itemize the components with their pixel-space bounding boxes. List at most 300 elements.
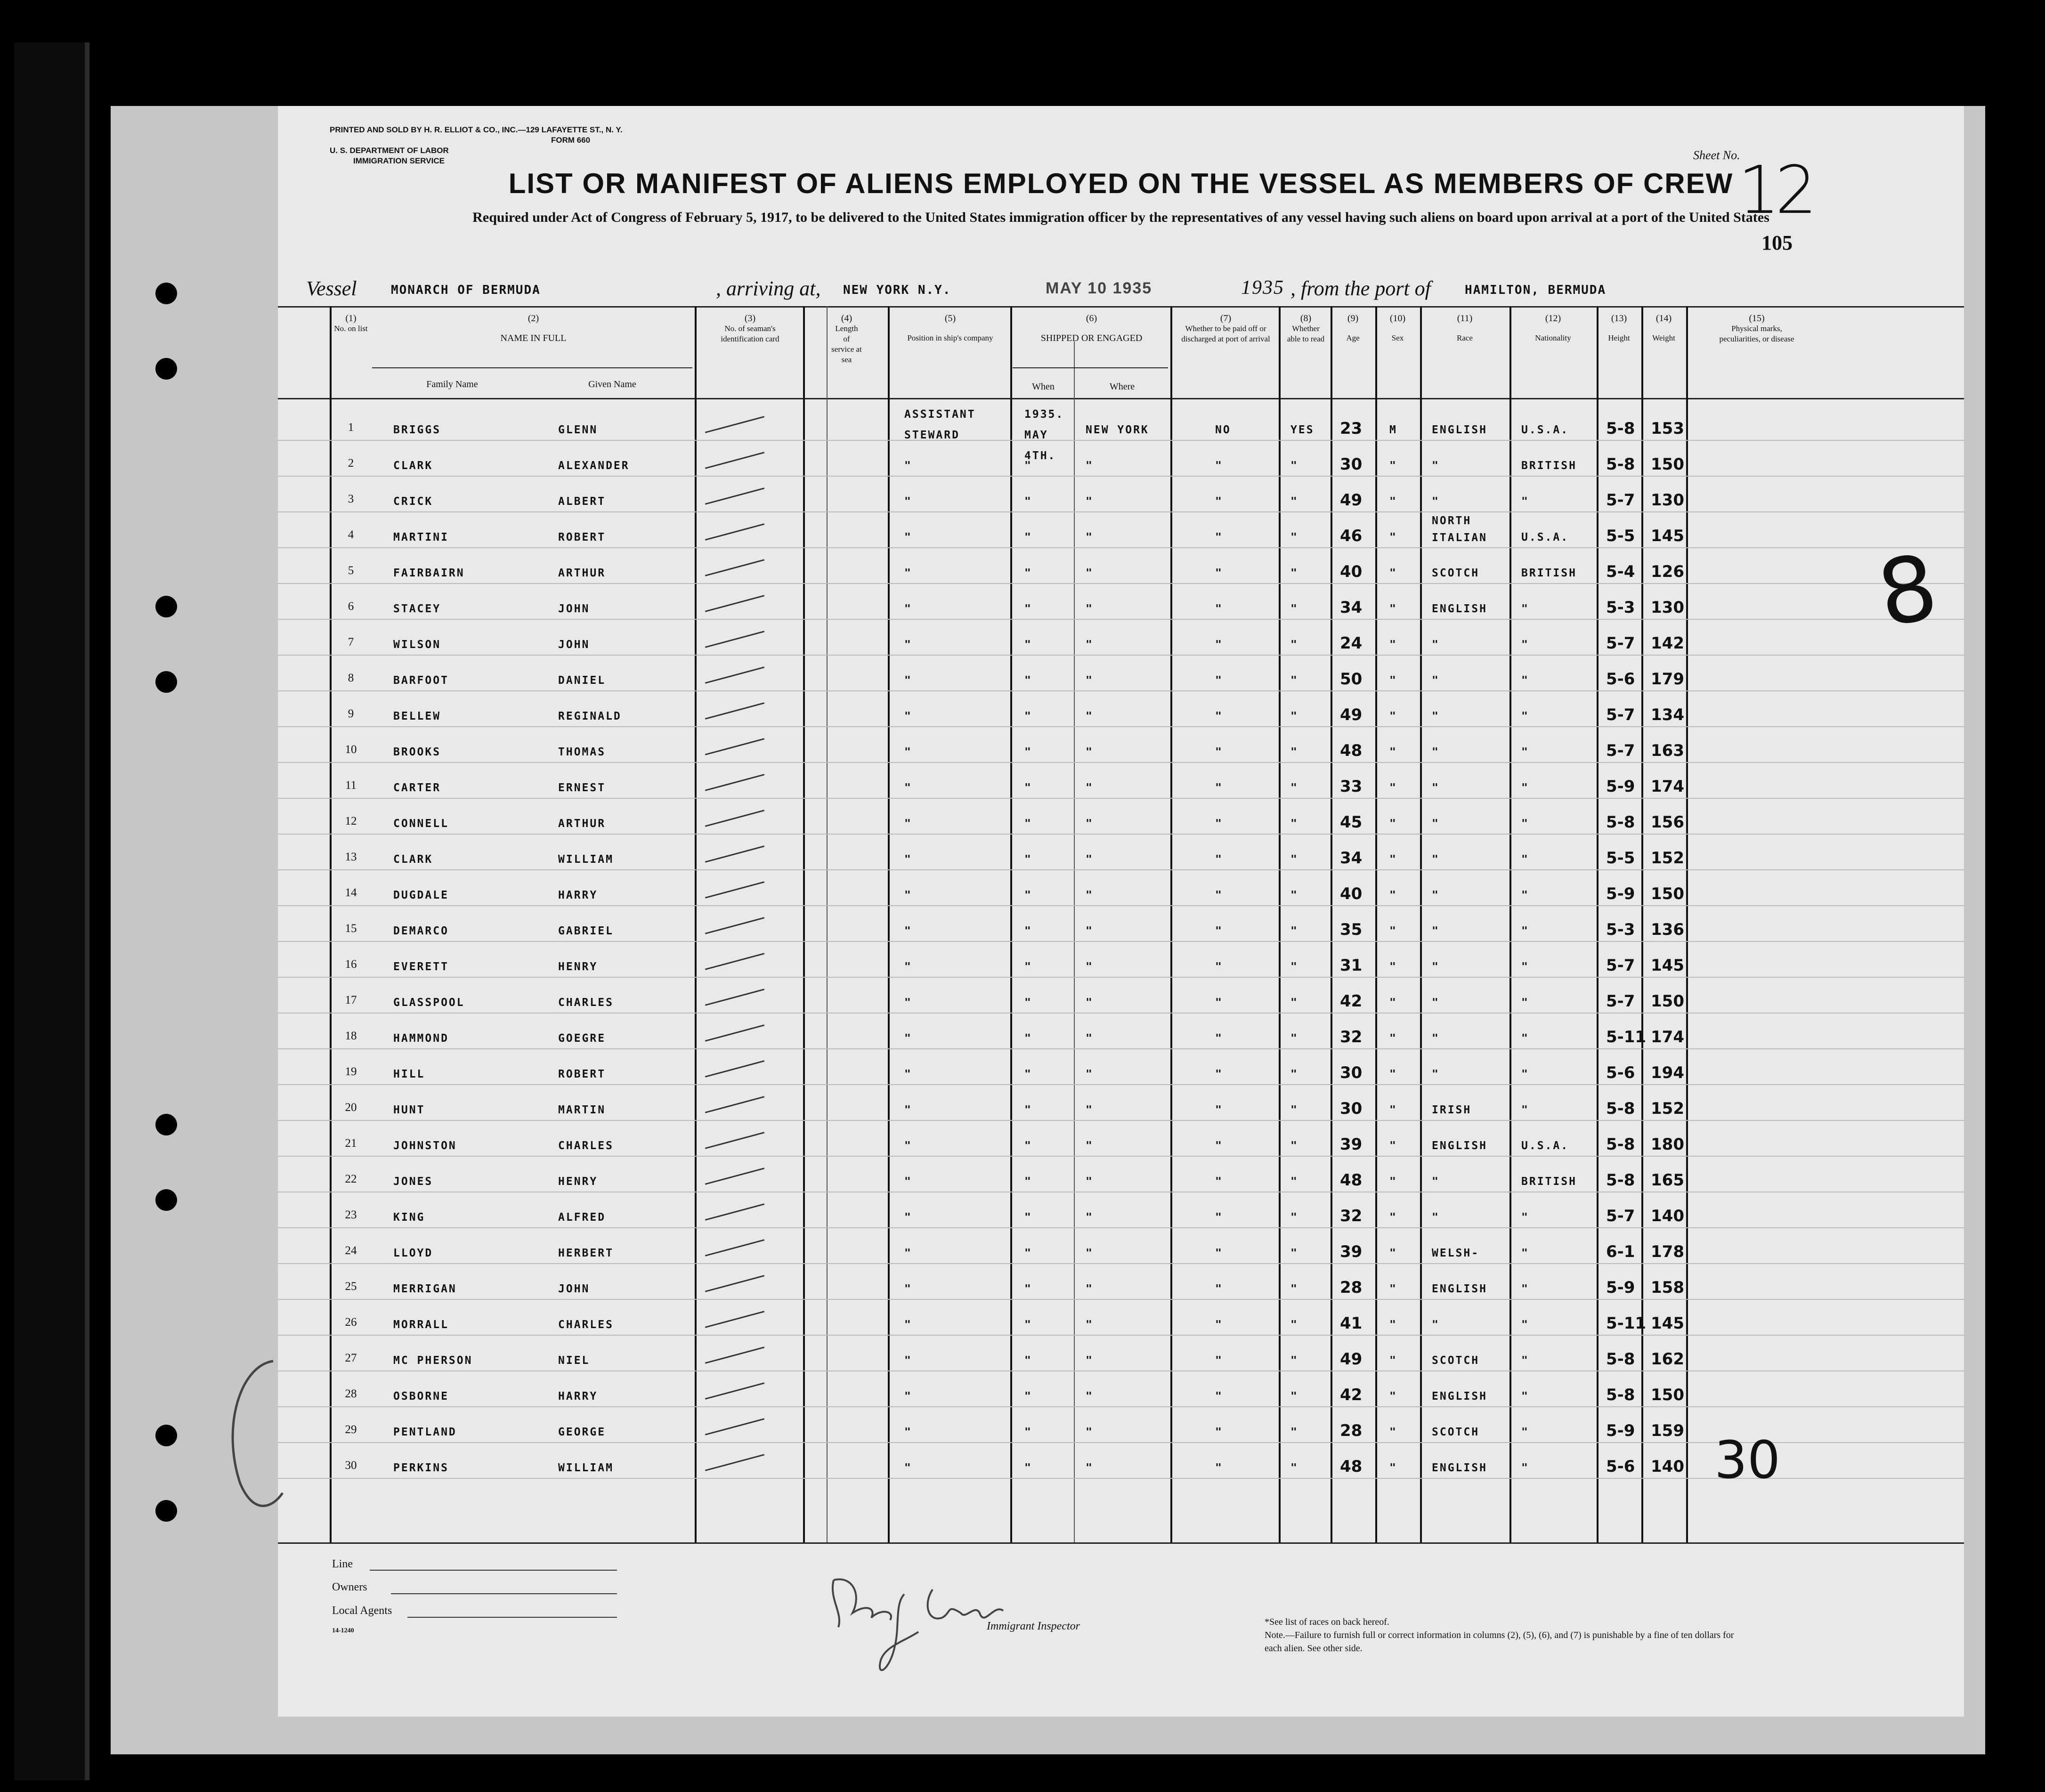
- column-header-7: (7) Whether to be paid off or discharged at port of arrival: [1181, 313, 1270, 343]
- cell-race: ": [1432, 853, 1440, 866]
- cell-where: ": [1086, 1211, 1094, 1224]
- cell-given: ALBERT: [558, 495, 606, 508]
- cell-when: ": [1024, 1354, 1032, 1367]
- cell-position: ": [904, 853, 912, 866]
- cell-family: BARFOOT: [393, 674, 449, 687]
- cell-read: ": [1290, 1283, 1298, 1295]
- cell-sex: M: [1389, 424, 1397, 436]
- cell-family: HAMMOND: [393, 1032, 449, 1045]
- cell-family: BRIGGS: [393, 424, 441, 436]
- cell-no: 11: [345, 779, 357, 792]
- form-number: 14-1240: [332, 1627, 354, 1634]
- cell-where: ": [1086, 567, 1094, 579]
- row-rule: [278, 1478, 1964, 1479]
- cell-position: ": [904, 1068, 912, 1080]
- cell-sex: ": [1389, 1319, 1397, 1331]
- cell-where: ": [1086, 1283, 1094, 1295]
- cell-paid: ": [1215, 1247, 1223, 1259]
- cell-position: ": [904, 1319, 912, 1331]
- arrival-date-stamp: MAY 10 1935: [1046, 279, 1152, 297]
- cell-read: ": [1290, 1319, 1298, 1331]
- cell-given: MARTIN: [558, 1104, 606, 1116]
- cell-paid: ": [1215, 1211, 1223, 1224]
- cell-sex: ": [1389, 1283, 1397, 1295]
- cell-no: 26: [345, 1316, 357, 1329]
- cell-no: 27: [345, 1352, 357, 1364]
- cell-where: ": [1086, 1068, 1094, 1080]
- cell-race: ENGLISH: [1432, 603, 1487, 615]
- punch-hole: [155, 671, 177, 693]
- cell-where: ": [1086, 1176, 1094, 1188]
- cell-height: 5-8: [1606, 1099, 1635, 1118]
- cell-position: ": [904, 567, 912, 579]
- table-row: [278, 1228, 1964, 1264]
- cell-no: 13: [345, 851, 357, 863]
- cell-height: 5-8: [1606, 455, 1635, 474]
- cell-given: ROBERT: [558, 1068, 606, 1080]
- id-card-check-mark: [705, 1418, 764, 1435]
- cell-paid: ": [1215, 1319, 1223, 1331]
- cell-read: ": [1290, 639, 1298, 651]
- id-card-check-mark: [705, 738, 764, 755]
- table-row: [278, 691, 1964, 727]
- cell-sex: ": [1389, 1104, 1397, 1116]
- id-card-check-mark: [705, 523, 764, 541]
- table-row: [278, 584, 1964, 620]
- name-header-rule: [372, 367, 692, 368]
- cell-race: ": [1432, 925, 1440, 937]
- table-row: [278, 656, 1964, 691]
- cell-read: ": [1290, 1176, 1298, 1188]
- id-card-check-mark: [705, 1382, 764, 1400]
- agents-rule: [407, 1617, 617, 1618]
- column-header-8: (8) Whether able to read: [1287, 313, 1325, 343]
- cell-family: MORRALL: [393, 1319, 449, 1331]
- cell-position: ": [904, 1140, 912, 1152]
- cell-paid: ": [1215, 1354, 1223, 1367]
- cell-height: 5-8: [1606, 1350, 1635, 1369]
- cell-read: ": [1290, 889, 1298, 901]
- table-bottom-rule: [278, 1542, 1964, 1544]
- cell-nat: ": [1521, 1032, 1529, 1045]
- cell-nat: ": [1521, 710, 1529, 722]
- cell-no: 6: [348, 600, 354, 613]
- cell-when: ": [1024, 1462, 1032, 1474]
- cell-position: ": [904, 1211, 912, 1224]
- cell-position: ": [904, 925, 912, 937]
- cell-height: 5-8: [1606, 813, 1635, 832]
- cell-family: DUGDALE: [393, 889, 449, 901]
- cell-sex: ": [1389, 746, 1397, 758]
- cell-race: ": [1432, 639, 1440, 651]
- cell-given: HENRY: [558, 961, 598, 973]
- cell-paid: ": [1215, 603, 1223, 615]
- cell-race: SCOTCH: [1432, 567, 1480, 579]
- cell-nat: ": [1521, 1462, 1529, 1474]
- cell-race: WELSH-: [1432, 1247, 1480, 1259]
- cell-age: 48: [1340, 1457, 1363, 1476]
- cell-paid: ": [1215, 746, 1223, 758]
- cell-weight: 178: [1651, 1242, 1684, 1261]
- cell-no: 16: [345, 958, 357, 971]
- form-subtitle: Required under Act of Congress of February 5, 1917, to be delivered to the United States immigration officer by the representatives of any vessel having such aliens on board upon arrival at a port of the United States: [472, 210, 1769, 225]
- cell-position: ": [904, 639, 912, 651]
- cell-weight: 142: [1651, 634, 1684, 653]
- cell-when: ": [1024, 1211, 1032, 1224]
- id-card-check-mark: [705, 1096, 764, 1113]
- cell-given: GABRIEL: [558, 925, 614, 937]
- cell-age: 24: [1340, 634, 1363, 653]
- id-card-check-mark: [705, 917, 764, 934]
- table-row: [278, 1157, 1964, 1192]
- column-header-1: (1) No. on list: [334, 313, 368, 333]
- cell-weight: 163: [1651, 741, 1684, 760]
- cell-family: PERKINS: [393, 1462, 449, 1474]
- cell-weight: 162: [1651, 1350, 1684, 1369]
- cell-race: ": [1432, 1211, 1440, 1224]
- cell-no: 18: [345, 1030, 357, 1042]
- cell-nat: ": [1521, 746, 1529, 758]
- cell-race: ": [1432, 746, 1440, 758]
- cell-age: 32: [1340, 1207, 1363, 1225]
- punch-hole: [155, 1189, 177, 1211]
- cell-given: JOHN: [558, 603, 590, 615]
- cell-read: ": [1290, 853, 1298, 866]
- cell-where: ": [1086, 639, 1094, 651]
- cell-no: 25: [345, 1280, 357, 1293]
- cell-family: CARTER: [393, 782, 441, 794]
- cell-family: GLASSPOOL: [393, 997, 465, 1009]
- cell-nat: ": [1521, 1104, 1529, 1116]
- column-subheader-where: Where: [1109, 381, 1135, 392]
- cell-nat: ": [1521, 818, 1529, 830]
- cell-read: ": [1290, 818, 1298, 830]
- table-row: [278, 1336, 1964, 1371]
- cell-where: ": [1086, 853, 1094, 866]
- cell-sex: ": [1389, 567, 1397, 579]
- table-row: [278, 763, 1964, 799]
- cell-race: ": [1432, 997, 1440, 1009]
- cell-nat: ": [1521, 925, 1529, 937]
- cell-when: ": [1024, 1032, 1032, 1045]
- cell-no: 3: [348, 493, 354, 505]
- cell-race: ": [1432, 782, 1440, 794]
- cell-given: HERBERT: [558, 1247, 614, 1259]
- cell-given: ALEXANDER: [558, 460, 630, 472]
- cell-height: 5-7: [1606, 992, 1635, 1011]
- cell-given: HARRY: [558, 889, 598, 901]
- cell-read: ": [1290, 997, 1298, 1009]
- cell-no: 19: [345, 1065, 357, 1078]
- cell-read: ": [1290, 961, 1298, 973]
- cell-nat: ": [1521, 1390, 1529, 1403]
- cell-given: ERNEST: [558, 782, 606, 794]
- cell-height: 5-9: [1606, 884, 1635, 903]
- sheet-number-label: Sheet No.: [1693, 148, 1740, 162]
- cell-sex: ": [1389, 1068, 1397, 1080]
- column-header-12: (12) Nationality: [1535, 313, 1571, 342]
- cell-when: ": [1024, 1176, 1032, 1188]
- table-row: [278, 548, 1964, 584]
- cell-height: 5-7: [1606, 956, 1635, 975]
- cell-where: ": [1086, 674, 1094, 687]
- column-header-5: (5) Position in ship's company: [907, 313, 993, 342]
- cell-height: 5-5: [1606, 849, 1635, 868]
- cell-nat: ": [1521, 961, 1529, 973]
- cell-nat: ": [1521, 853, 1529, 866]
- punch-hole: [155, 1114, 177, 1135]
- cell-position: ": [904, 460, 912, 472]
- cell-when: ": [1024, 889, 1032, 901]
- cell-family: CONNELL: [393, 818, 449, 830]
- cell-given: WILLIAM: [558, 1462, 614, 1474]
- cell-sex: ": [1389, 639, 1397, 651]
- cell-paid: ": [1215, 531, 1223, 543]
- cell-nat: ": [1521, 782, 1529, 794]
- cell-no: 30: [345, 1459, 357, 1472]
- cell-weight: 180: [1651, 1135, 1684, 1154]
- cell-sex: ": [1389, 1140, 1397, 1152]
- cell-height: 5-9: [1606, 1421, 1635, 1440]
- cell-weight: 150: [1651, 992, 1684, 1011]
- cell-paid: ": [1215, 1283, 1223, 1295]
- column-header-4: (4) Length of service at sea: [831, 313, 862, 364]
- cell-paid: ": [1215, 782, 1223, 794]
- cell-no: 4: [348, 528, 354, 541]
- table-row: [278, 1085, 1964, 1121]
- cell-family: EVERETT: [393, 961, 449, 973]
- punch-hole: [155, 1425, 177, 1446]
- cell-paid: ": [1215, 853, 1223, 866]
- cell-family: STACEY: [393, 603, 441, 615]
- cell-sex: ": [1389, 818, 1397, 830]
- table-row: [278, 620, 1964, 656]
- cell-age: 28: [1340, 1278, 1363, 1297]
- cell-weight: 150: [1651, 1386, 1684, 1404]
- cell-no: 9: [348, 707, 354, 720]
- cell-race: ENGLISH: [1432, 424, 1487, 436]
- cell-where: ": [1086, 495, 1094, 508]
- cell-where: ": [1086, 889, 1094, 901]
- cell-nat: BRITISH: [1521, 567, 1577, 579]
- punch-hole: [155, 596, 177, 617]
- cell-position: ": [904, 1426, 912, 1438]
- cell-nat: ": [1521, 1283, 1529, 1295]
- header-top-rule: [278, 306, 1964, 308]
- cell-age: 41: [1340, 1314, 1363, 1333]
- cell-height: 5-9: [1606, 777, 1635, 796]
- cell-given: CHARLES: [558, 1140, 614, 1152]
- cell-where: ": [1086, 460, 1094, 472]
- printer-imprint: PRINTED AND SOLD BY H. R. ELLIOT & CO., INC.—129 LAFAYETTE ST., N. Y. FORM 660 U. S. DEPARTMENT OF LABOR IMMIGRATION SERVICE: [330, 125, 623, 165]
- cell-read: ": [1290, 531, 1298, 543]
- cell-race: ": [1432, 1032, 1440, 1045]
- cell-age: 46: [1340, 527, 1363, 545]
- cell-no: 1: [348, 421, 354, 434]
- cell-where: ": [1086, 603, 1094, 615]
- cell-no: 28: [345, 1387, 357, 1400]
- vessel-name: MONARCH OF BERMUDA: [391, 283, 541, 297]
- table-row: [278, 1192, 1964, 1228]
- cell-race: ": [1432, 460, 1440, 472]
- cell-height: 5-8: [1606, 1171, 1635, 1190]
- cell-when: ": [1024, 1319, 1032, 1331]
- cell-when: ": [1024, 460, 1032, 472]
- cell-nat: ": [1521, 1319, 1529, 1331]
- cell-position: ASSISTANT STEWARD: [904, 408, 976, 441]
- cell-where: ": [1086, 1390, 1094, 1403]
- cell-paid: ": [1215, 639, 1223, 651]
- cell-nat: U.S.A.: [1521, 1140, 1569, 1152]
- cell-race: ENGLISH: [1432, 1390, 1487, 1403]
- cell-no: 15: [345, 922, 357, 935]
- year: 1935: [1241, 277, 1284, 299]
- cell-family: LLOYD: [393, 1247, 433, 1259]
- id-card-check-mark: [705, 1275, 764, 1292]
- cell-position: ": [904, 782, 912, 794]
- cell-read: ": [1290, 567, 1298, 579]
- id-card-check-mark: [705, 666, 764, 684]
- cell-when: ": [1024, 1247, 1032, 1259]
- cell-family: CRICK: [393, 495, 433, 508]
- cell-weight: 159: [1651, 1421, 1684, 1440]
- cell-read: ": [1290, 1390, 1298, 1403]
- vessel-line: [306, 276, 1931, 303]
- cell-no: 12: [345, 815, 357, 827]
- cell-weight: 130: [1651, 491, 1684, 510]
- cell-age: 40: [1340, 562, 1363, 581]
- cell-race: ENGLISH: [1432, 1462, 1487, 1474]
- cell-nat: ": [1521, 639, 1529, 651]
- cell-read: ": [1290, 782, 1298, 794]
- cell-race: ": [1432, 495, 1440, 508]
- cell-read: ": [1290, 495, 1298, 508]
- cell-given: ALFRED: [558, 1211, 606, 1224]
- cell-when: ": [1024, 1426, 1032, 1438]
- column-header-2: (2) NAME IN FULL: [500, 313, 567, 343]
- cell-no: 23: [345, 1208, 357, 1221]
- cell-family: OSBORNE: [393, 1390, 449, 1403]
- cell-sex: ": [1389, 710, 1397, 722]
- id-card-check-mark: [705, 1311, 764, 1328]
- cell-where: ": [1086, 1462, 1094, 1474]
- cell-weight: 140: [1651, 1457, 1684, 1476]
- cell-age: 42: [1340, 1386, 1363, 1404]
- cell-where: ": [1086, 710, 1094, 722]
- cell-nat: ": [1521, 1426, 1529, 1438]
- cell-sex: ": [1389, 925, 1397, 937]
- cell-position: ": [904, 1354, 912, 1367]
- cell-sex: ": [1389, 1426, 1397, 1438]
- cell-paid: ": [1215, 1390, 1223, 1403]
- handwritten-bracket: [212, 1352, 297, 1549]
- cell-where: ": [1086, 818, 1094, 830]
- agents-label: Local Agents: [332, 1605, 392, 1617]
- cell-age: 28: [1340, 1421, 1363, 1440]
- cell-given: THOMAS: [558, 746, 606, 758]
- id-card-check-mark: [705, 1024, 764, 1042]
- cell-weight: 130: [1651, 598, 1684, 617]
- column-header-15: (15) Physical marks, peculiarities, or disease: [1719, 313, 1794, 343]
- cell-age: 30: [1340, 1063, 1363, 1082]
- cell-given: CHARLES: [558, 997, 614, 1009]
- cell-where: ": [1086, 961, 1094, 973]
- cell-read: ": [1290, 1104, 1298, 1116]
- cell-race: ": [1432, 889, 1440, 901]
- cell-where: NEW YORK: [1086, 424, 1149, 436]
- header-bottom-rule: [278, 398, 1964, 399]
- cell-paid: ": [1215, 1104, 1223, 1116]
- cell-where: ": [1086, 1354, 1094, 1367]
- cell-weight: 174: [1651, 1028, 1684, 1046]
- punch-hole: [155, 283, 177, 304]
- cell-given: GEORGE: [558, 1426, 606, 1438]
- line-label: Line: [332, 1558, 353, 1570]
- cell-paid: ": [1215, 1426, 1223, 1438]
- cell-height: 5-5: [1606, 527, 1635, 545]
- column-header-10: (10) Sex: [1389, 313, 1406, 342]
- cell-read: ": [1290, 1068, 1298, 1080]
- id-card-check-mark: [705, 881, 764, 899]
- column-header-9: (9) Age: [1346, 313, 1360, 342]
- cell-weight: 145: [1651, 1314, 1684, 1333]
- cell-no: 29: [345, 1423, 357, 1436]
- cell-age: 40: [1340, 884, 1363, 903]
- cell-sex: ": [1389, 1247, 1397, 1259]
- cell-race: NORTH ITALIAN: [1432, 515, 1487, 544]
- cell-where: ": [1086, 531, 1094, 543]
- cell-race: ": [1432, 1176, 1440, 1188]
- cell-no: 24: [345, 1244, 357, 1257]
- cell-when: ": [1024, 710, 1032, 722]
- table-row: [278, 441, 1964, 477]
- sheet-number: 12: [1738, 152, 1813, 229]
- cell-no: 7: [348, 636, 354, 649]
- cell-where: ": [1086, 1247, 1094, 1259]
- cell-given: GLENN: [558, 424, 598, 436]
- cell-no: 5: [348, 564, 354, 577]
- cell-given: GOEGRE: [558, 1032, 606, 1045]
- cell-height: 5-11: [1606, 1314, 1647, 1333]
- cell-family: BROOKS: [393, 746, 441, 758]
- cell-paid: ": [1215, 997, 1223, 1009]
- cell-nat: ": [1521, 674, 1529, 687]
- cell-position: ": [904, 1390, 912, 1403]
- cell-height: 5-8: [1606, 1386, 1635, 1404]
- id-card-check-mark: [705, 953, 764, 970]
- cell-sex: ": [1389, 1032, 1397, 1045]
- id-card-check-mark: [705, 810, 764, 827]
- cell-sex: ": [1389, 531, 1397, 543]
- cell-no: 10: [345, 743, 357, 756]
- cell-where: ": [1086, 925, 1094, 937]
- cell-age: 49: [1340, 705, 1363, 724]
- cell-age: 42: [1340, 992, 1363, 1011]
- cell-paid: ": [1215, 567, 1223, 579]
- cell-height: 5-3: [1606, 920, 1635, 939]
- id-card-check-mark: [705, 559, 764, 576]
- cell-paid: ": [1215, 1068, 1223, 1080]
- cell-age: 34: [1340, 598, 1363, 617]
- cell-given: JOHN: [558, 1283, 590, 1295]
- cell-no: 21: [345, 1137, 357, 1150]
- cell-family: JONES: [393, 1176, 433, 1188]
- cell-height: 5-7: [1606, 491, 1635, 510]
- cell-when: ": [1024, 495, 1032, 508]
- cell-when: ": [1024, 1068, 1032, 1080]
- column-subheader-given: Given Name: [588, 379, 636, 389]
- id-card-check-mark: [705, 452, 764, 469]
